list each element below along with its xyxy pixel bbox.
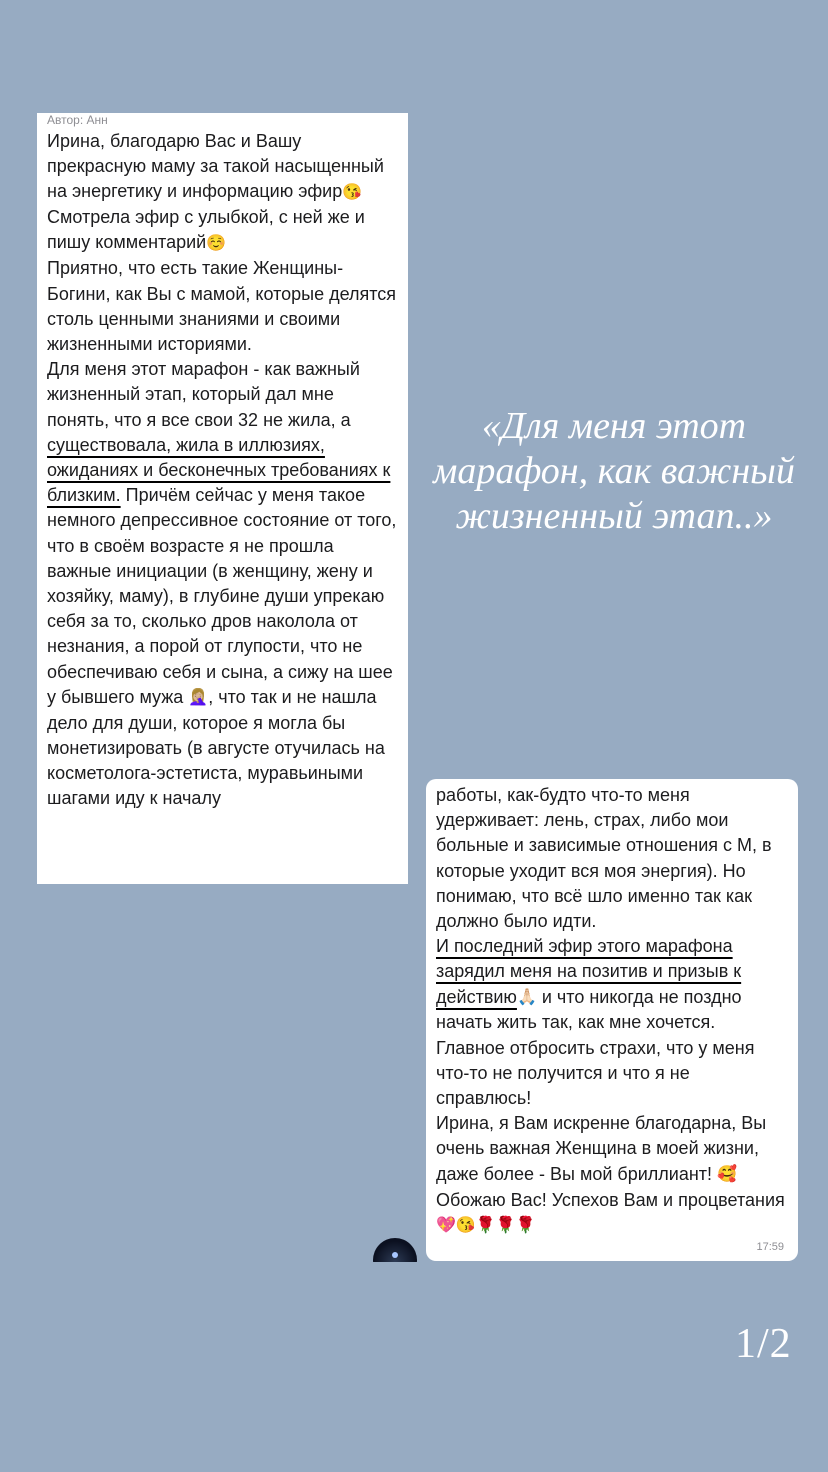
facepalm-emoji: 🤦🏼‍♀️ bbox=[188, 689, 209, 707]
avatar[interactable] bbox=[373, 1238, 417, 1282]
smile-emoji: ☺️ bbox=[206, 235, 227, 253]
message-2-text bbox=[436, 783, 788, 1239]
redaction-mask bbox=[135, 113, 408, 125]
kiss-emoji: 😘 bbox=[342, 184, 363, 202]
p1-after: Смотрела эфир с улыбкой, с ней же и пишу комментарий bbox=[47, 207, 365, 253]
heart-rose-emojis: 💖😘🌹🌹🌹 bbox=[436, 1217, 536, 1235]
message-time: 17:59 bbox=[756, 1241, 784, 1253]
message-card-2 bbox=[426, 779, 798, 1261]
p3-before: Для меня этот марафон - как важный жизненный этап, который дал мне понять, что я все свои 32 не жила, а bbox=[47, 359, 360, 430]
p3-after: Причём сейчас у меня такое немного депрессивное состояние от того, что в своём возрасте я не прошла важные инициации (в женщину, жену и хозяйку, маму), в глубине души упрекаю себя за то, сколько дров наколола от незнания, а порой от глупости, что не обеспечиваю себя и сына, а сижу на шее у бывшего мужа bbox=[47, 485, 397, 707]
message-1-text bbox=[47, 129, 398, 811]
m2-closing2: Обожаю Вас! Успехов Вам и процветания bbox=[436, 1189, 785, 1210]
m2-after: и что никогда не поздно начать жить так, как мне хочется. Главное отбросить страхи, что у меня что-то не получится и что я не справлюсь! bbox=[436, 986, 755, 1109]
author-label: Автор: Анн bbox=[47, 113, 108, 127]
m2-underlined: И последний эфир этого марафона зарядил меня на позитив и призыв к действию bbox=[436, 936, 742, 1007]
m2-closing: Ирина, я Вам искренне благодарна, Вы очень важная Женщина в моей жизни, даже более - Вы мой бриллиант! bbox=[436, 1113, 767, 1184]
p3-underlined: существовала, жила в иллюзиях, ожиданиях и бесконечных требованиях к близким. bbox=[47, 434, 391, 506]
message-card-1 bbox=[37, 113, 408, 884]
p3-end: , что так и не нашла дело для души, которое я могла бы монетизировать (в августе отучилась на косметолога-эстетиста, муравьиными шагами иду к началу bbox=[47, 686, 385, 809]
pray-emoji: 🙏🏻 bbox=[516, 989, 537, 1007]
page-indicator: 1/2 bbox=[735, 1321, 792, 1367]
m2-before: работы, как-будто что-то меня удерживает: лень, страх, либо мои больные и зависимые отношения с М, в которые уходит вся моя энергия). Но понимаю, что всё шло именно так как должно было идти. bbox=[436, 785, 772, 932]
quote-text: «Для меня этот марафон, как важный жизненный этап..» bbox=[433, 405, 795, 537]
p2-text: Приятно, что есть такие Женщины-Богини, как Вы с мамой, которые делятся столь ценными знаниями и своими жизненными историями. bbox=[47, 258, 397, 354]
avatar-dot bbox=[392, 1252, 398, 1258]
love-emoji: 🥰 bbox=[717, 1166, 737, 1184]
p1-text: Ирина, благодарю Вас и Вашу прекрасную маму за такой насыщенный на энергетику и информацию эфир bbox=[47, 131, 384, 202]
